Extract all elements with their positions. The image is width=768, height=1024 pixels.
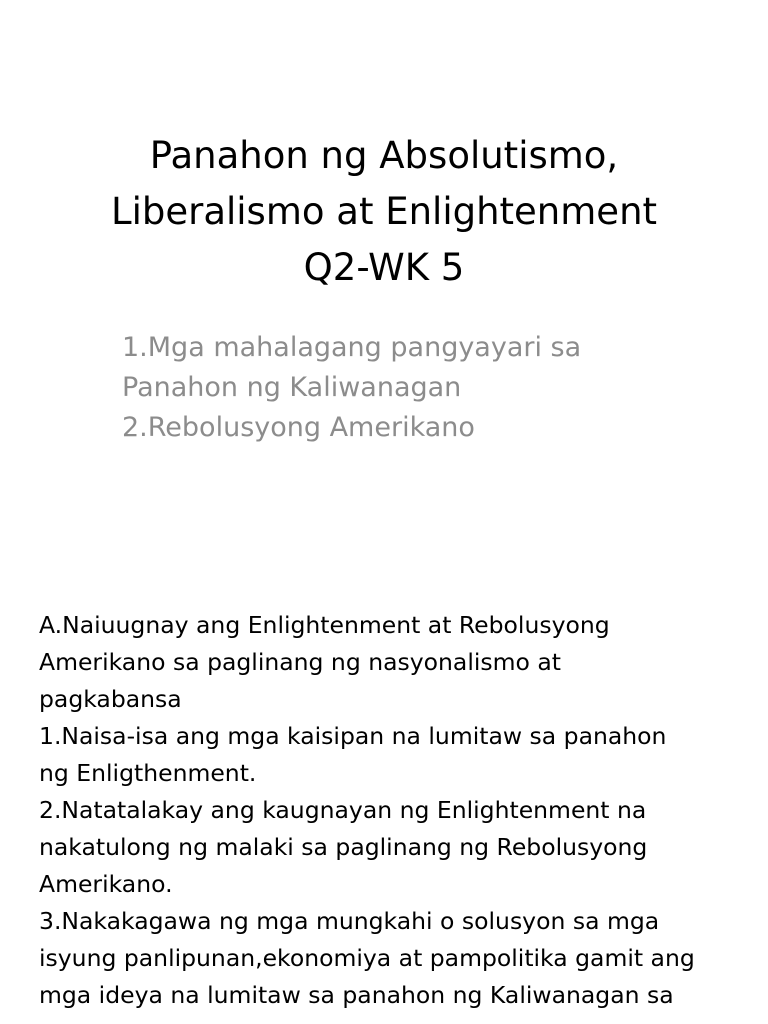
objective-line: ng Enligthenment. [39,759,257,787]
subtitle-line: Panahon ng Kaliwanagan [122,372,462,403]
objective-line: mga ideya na lumitaw sa panahon ng Kaliwanagan sa [39,981,674,1009]
objectives-text [39,607,744,1014]
title-line: Liberalismo at Enlightenment [110,190,658,233]
subtitle-line: 2.Rebolusyong Amerikano [122,412,475,443]
title-line: Q2-WK 5 [303,246,465,289]
objective-line: A.Naiuugnay ang Enlightenment at Rebolusyong [39,611,610,639]
objective-line: Amerikano. [39,870,173,898]
objective-line: isyung panlipunan,ekonomiya at pampolitika gamit ang [39,944,695,972]
objective-line: nakatulong ng malaki sa paglinang ng Rebolusyong [39,833,648,861]
subtitle-line: 1.Mga mahalagang pangyayari sa [122,332,582,363]
title-line: Panahon ng Absolutismo, [149,134,619,177]
objective-line: 3.Nakakagawa ng mga mungkahi o solusyon sa mga [39,907,660,935]
objective-line: pagkabansa [39,685,182,713]
objective-line: Amerikano sa paglinang ng nasyonalismo at [39,648,561,676]
slide-title [0,128,768,296]
objective-line: 2.Natatalakay ang kaugnayan ng Enlightenment na [39,796,647,824]
slide-subtitle [122,328,682,448]
objective-line: 1.Naisa-isa ang mga kaisipan na lumitaw sa panahon [39,722,667,750]
